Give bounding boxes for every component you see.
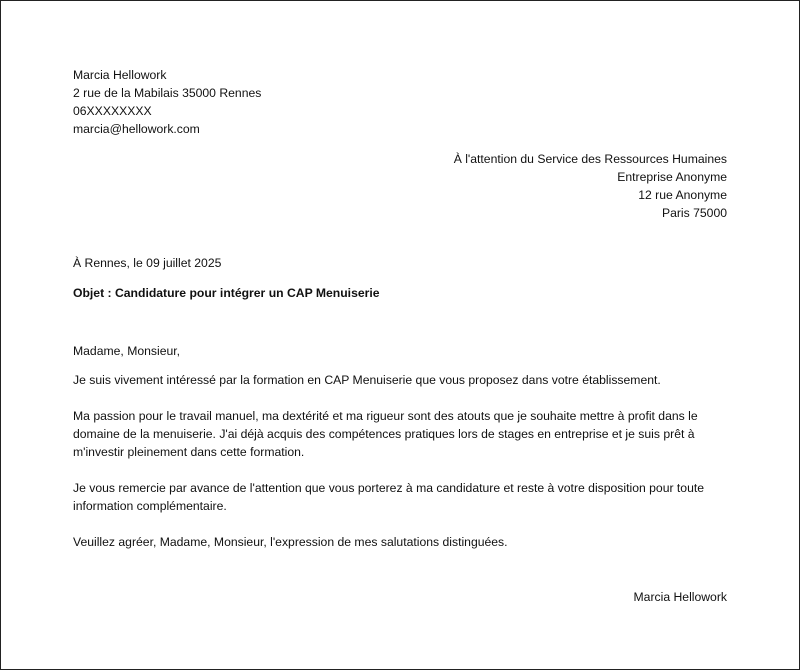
signature: Marcia Hellowork — [633, 590, 727, 604]
subject-line: Objet : Candidature pour intégrer un CAP Menuiserie — [73, 286, 380, 300]
sender-name: Marcia Hellowork — [73, 68, 167, 82]
recipient-company: Entreprise Anonyme — [617, 170, 727, 184]
date-line: À Rennes, le 09 juillet 2025 — [73, 256, 222, 270]
recipient-block — [454, 150, 727, 222]
sender-block — [73, 66, 261, 138]
paragraph-2: Ma passion pour le travail manuel, ma dextérité et ma rigueur sont des atouts que je souhaite mettre à profit dans le domaine de la menuiserie. J'ai déjà acquis des compétences pratiques lors de stages en entreprise et je suis prêt à m'investir pleinement dans cette formation. — [73, 409, 698, 459]
sender-email: marcia@hellowork.com — [73, 122, 200, 136]
closing-formula: Veuillez agréer, Madame, Monsieur, l'expression de mes salutations distinguées. — [73, 535, 508, 549]
paragraph-1: Je suis vivement intéressé par la formation en CAP Menuiserie que vous proposez dans votre établissement. — [73, 373, 661, 387]
recipient-attention: À l'attention du Service des Ressources Humaines — [453, 152, 727, 166]
paragraph-3: Je vous remercie par avance de l'attention que vous porterez à ma candidature et reste à votre disposition pour toute information complémentaire. — [73, 481, 705, 513]
salutation: Madame, Monsieur, — [73, 344, 181, 358]
sender-address: 2 rue de la Mabilais 35000 Rennes — [73, 86, 262, 100]
recipient-street: 12 rue Anonyme — [638, 188, 727, 202]
letter-body — [73, 342, 733, 551]
recipient-city: Paris 75000 — [661, 206, 727, 220]
sender-phone: 06XXXXXXXX — [73, 104, 152, 118]
